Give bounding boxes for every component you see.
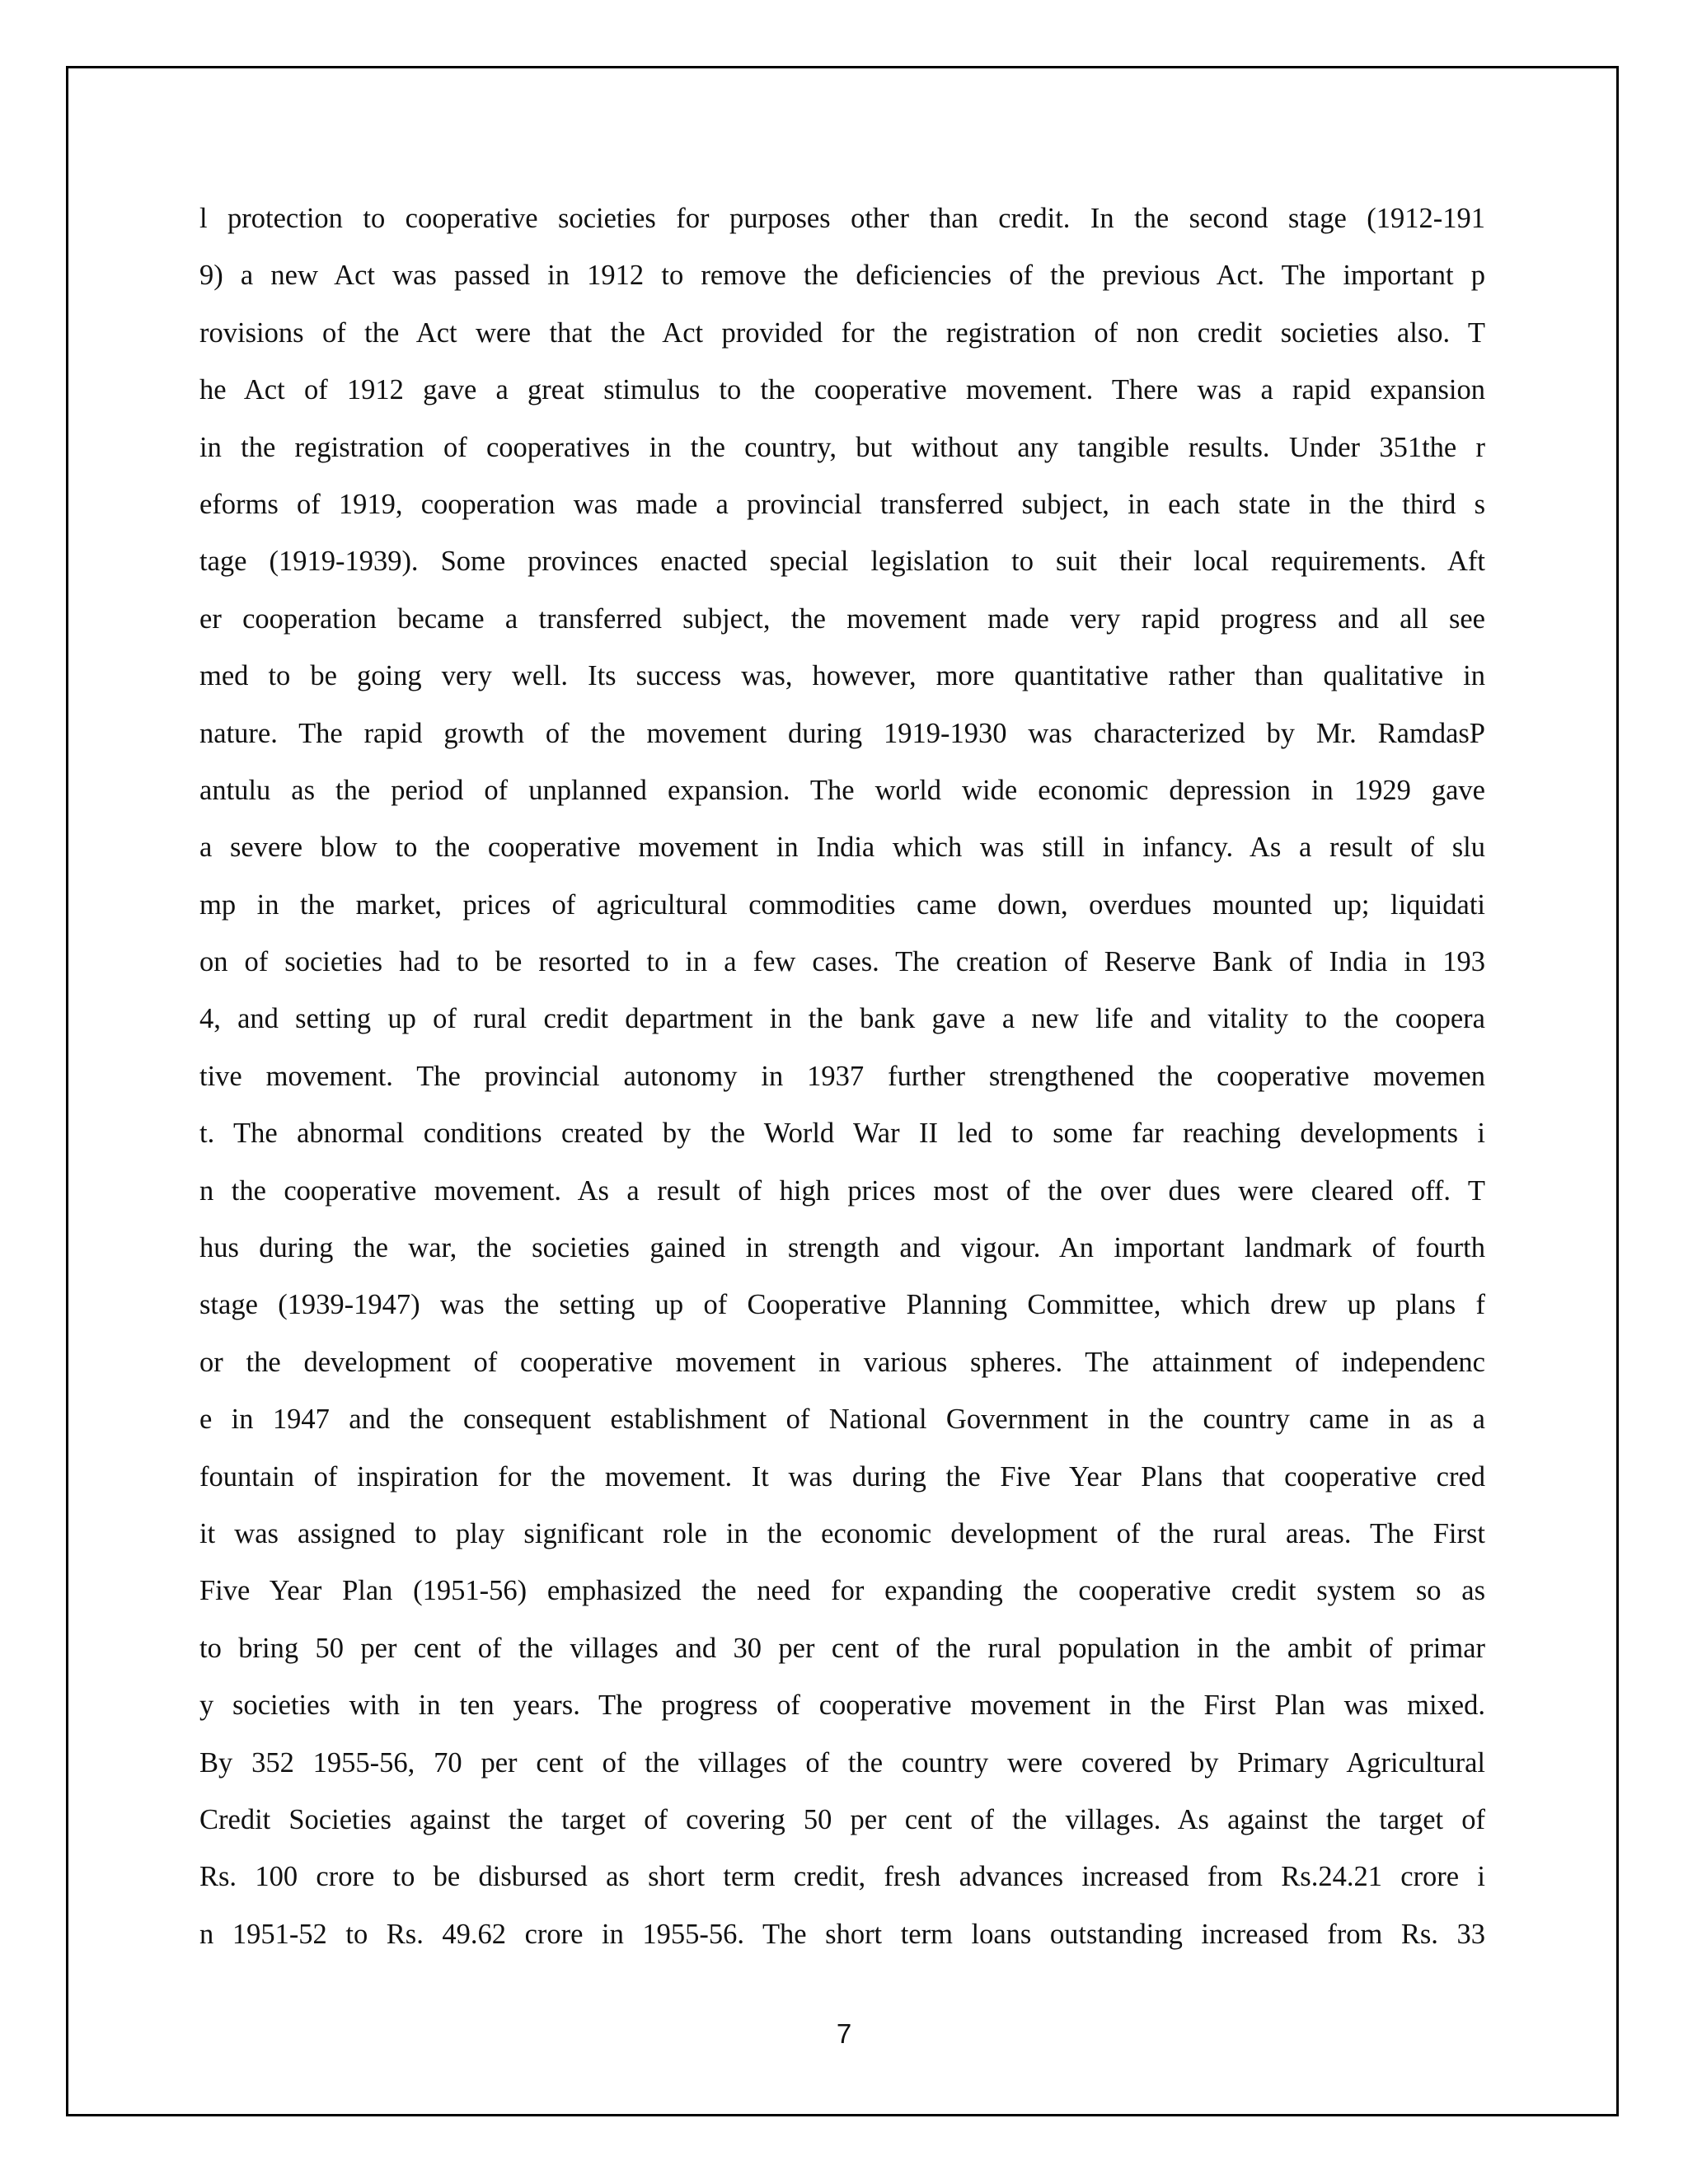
text-line: eforms of 1919, cooperation was made a provincial transferred subject, in each state in the third s — [199, 488, 1485, 520]
text-line: 9) a new Act was passed in 1912 to remove the deficiencies of the previous Act. The important p — [199, 260, 1485, 292]
body-text — [199, 194, 1485, 1967]
text-line: in the registration of cooperatives in the country, but without any tangible results. Under 351the r — [199, 431, 1485, 463]
text-line: it was assigned to play significant role in the economic development of the rural areas. The First — [199, 1517, 1485, 1549]
text-line: antulu as the period of unplanned expansion. The world wide economic depression in 1929 gave — [199, 774, 1485, 806]
text-line: a severe blow to the cooperative movement in India which was still in infancy. As a result of slu — [199, 832, 1485, 864]
text-line: tive movement. The provincial autonomy in 1937 further strengthened the cooperative movemen — [199, 1060, 1485, 1092]
text-line: hus during the war, the societies gained in strength and vigour. An important landmark of fourth — [199, 1232, 1485, 1264]
text-line: y societies with in ten years. The progress of cooperative movement in the First Plan was mixed. — [199, 1690, 1485, 1722]
text-line: 4, and setting up of rural credit department in the bank gave a new life and vitality to the coopera — [199, 1003, 1485, 1035]
text-line: e in 1947 and the consequent establishment of National Government in the country came in as a — [199, 1404, 1485, 1436]
page-number: 7 — [836, 2018, 852, 2049]
text-line: tage (1919-1939). Some provinces enacted special legislation to suit their local requirements. Aft — [199, 546, 1485, 578]
text-line: t. The abnormal conditions created by the World War II led to some far reaching developments i — [199, 1118, 1485, 1150]
text-line: stage (1939-1947) was the setting up of Cooperative Planning Committee, which drew up plans f — [199, 1289, 1485, 1321]
text-line: er cooperation became a transferred subject, the movement made very rapid progress and all see — [199, 602, 1485, 635]
text-line: mp in the market, prices of agricultural commodities came down, overdues mounted up; liquidati — [199, 888, 1485, 921]
text-line: Rs. 100 crore to be disbursed as short term credit, fresh advances increased from Rs.24.21 crore i — [199, 1861, 1485, 1893]
text-line: or the development of cooperative movement in various spheres. The attainment of independenc — [199, 1346, 1485, 1378]
text-line: nature. The rapid growth of the movement during 1919-1930 was characterized by Mr. RamdasP — [199, 717, 1485, 749]
text-line: By 352 1955-56, 70 per cent of the villages of the country were covered by Primary Agricultural — [199, 1746, 1485, 1779]
text-line: Credit Societies against the target of covering 50 per cent of the villages. As against the target of — [199, 1803, 1485, 1835]
text-line: Five Year Plan (1951-56) emphasized the need for expanding the cooperative credit system so as — [199, 1575, 1485, 1607]
text-line: n 1951-52 to Rs. 49.62 crore in 1955-56. The short term loans outstanding increased from Rs. 33 — [199, 1918, 1485, 1950]
text-line: he Act of 1912 gave a great stimulus to the cooperative movement. There was a rapid expansion — [199, 374, 1485, 406]
text-line: med to be going very well. Its success was, however, more quantitative rather than qualitative in — [199, 660, 1485, 692]
text-line: l protection to cooperative societies for purposes other than credit. In the second stage (1912-191 — [199, 203, 1485, 234]
text-line: to bring 50 per cent of the villages and 30 per cent of the rural population in the ambit of primar — [199, 1632, 1485, 1664]
text-line: n the cooperative movement. As a result of high prices most of the over dues were cleared off. T — [199, 1174, 1485, 1207]
text-line: on of societies had to be resorted to in a few cases. The creation of Reserve Bank of India in 193 — [199, 946, 1485, 978]
text-line: fountain of inspiration for the movement. It was during the Five Year Plans that cooperative cred — [199, 1460, 1485, 1493]
text-line: rovisions of the Act were that the Act provided for the registration of non credit societies also. T — [199, 316, 1485, 349]
